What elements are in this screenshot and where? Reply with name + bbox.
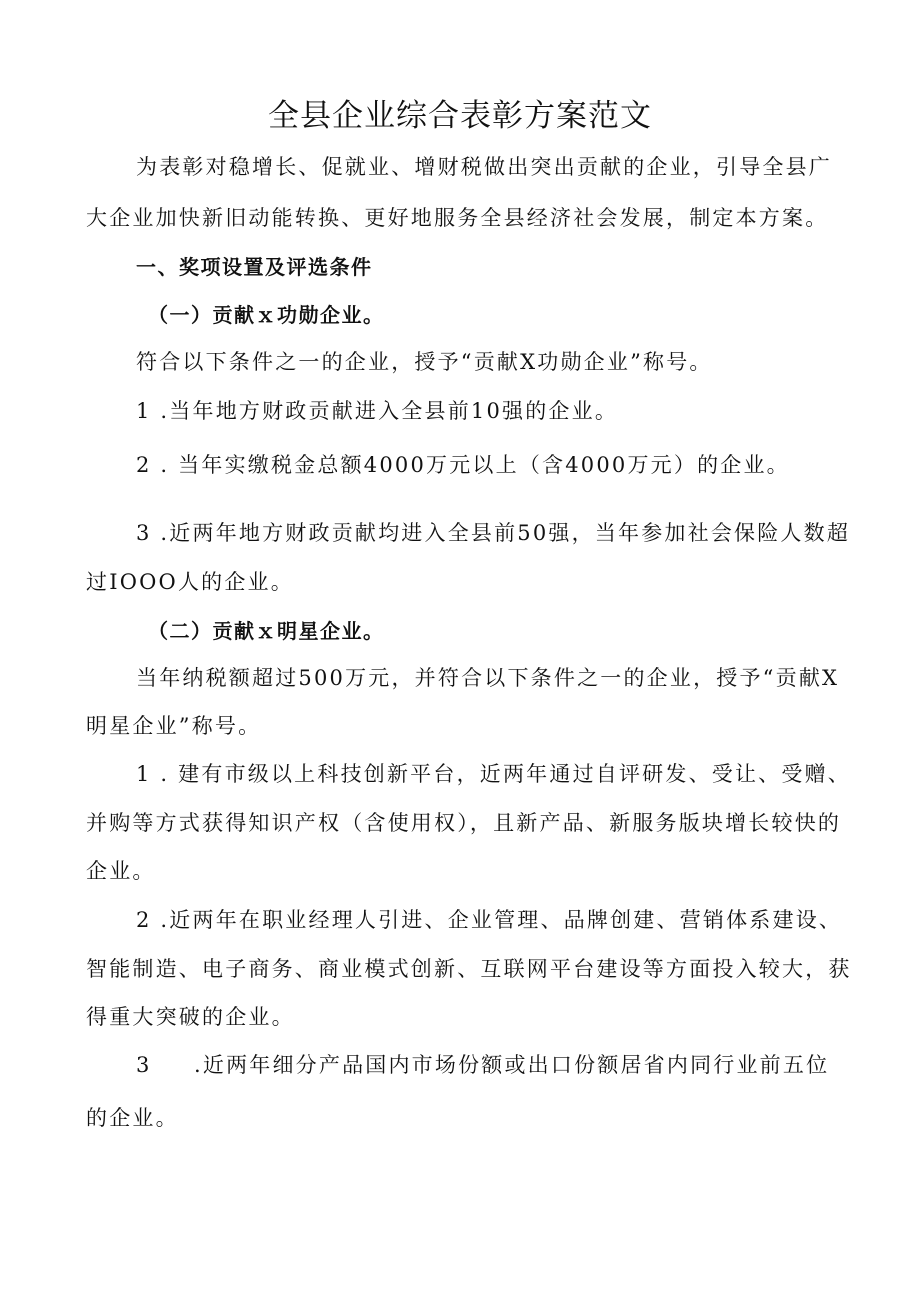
merit-item-3-line-2: 过IOOO人的企业。: [86, 570, 294, 594]
star-lead-line-2: 明星企业”称号。: [86, 714, 262, 738]
merit-lead-text: 符合以下条件之一的企业，授予“贡献X功勋企业”称号。: [136, 350, 713, 374]
star-item-3-line-1: [136, 1050, 829, 1080]
star-item-1-line-2: 并购等方式获得知识产权（含使用权），且新产品、新服务版块增长较快的: [86, 811, 842, 835]
merit-item-1: 1 .当年地方财政贡献进入全县前10强的企业。: [136, 399, 619, 423]
star-item-2-line-2: 智能制造、电子商务、商业模式创新、互联网平台建设等方面投入较大，获: [86, 957, 852, 981]
star-item-3-text: .近两年细分产品国内市场份额或出口份额居省内同行业前五位: [194, 1053, 830, 1077]
subsection-heading-star: （二）贡献ｘ明星企业。: [148, 619, 385, 643]
star-item-2-line-1: 2 .近两年在职业经理人引进、企业管理、品牌创建、营销体系建设、: [136, 908, 843, 932]
star-item-1-line-1: 1 . 建有市级以上科技创新平台，近两年通过自评研发、受让、受赠、: [136, 762, 851, 786]
star-item-1-line-3: 企业。: [86, 859, 156, 883]
subsection-heading-merit: （一）贡献ｘ功勋企业。: [148, 303, 385, 327]
intro-line-2: 大企业加快新旧动能转换、更好地服务全县经济社会发展，制定本方案。: [86, 206, 829, 230]
star-lead-line-1: 当年纳税额超过500万元，并符合以下条件之一的企业，授予“贡献X: [136, 666, 840, 690]
star-item-2-line-3: 得重大突破的企业。: [86, 1005, 295, 1029]
star-item-3-line-2: 的企业。: [86, 1106, 179, 1130]
document-title: 全县企业综合表彰方案范文: [268, 98, 652, 134]
star-item-3-number: 3: [136, 1053, 152, 1077]
intro-line-1: 为表彰对稳增长、促就业、增财税做出突出贡献的企业，引导全县广: [136, 155, 832, 179]
section-heading-awards: 一、奖项设置及评选条件: [136, 255, 373, 279]
merit-item-2: 2 . 当年实缴税金总额4000万元以上（含4000万元）的企业。: [136, 453, 790, 477]
merit-item-3-line-1: 3 .近两年地方财政贡献均进入全县前50强，当年参加社会保险人数超: [136, 521, 851, 545]
